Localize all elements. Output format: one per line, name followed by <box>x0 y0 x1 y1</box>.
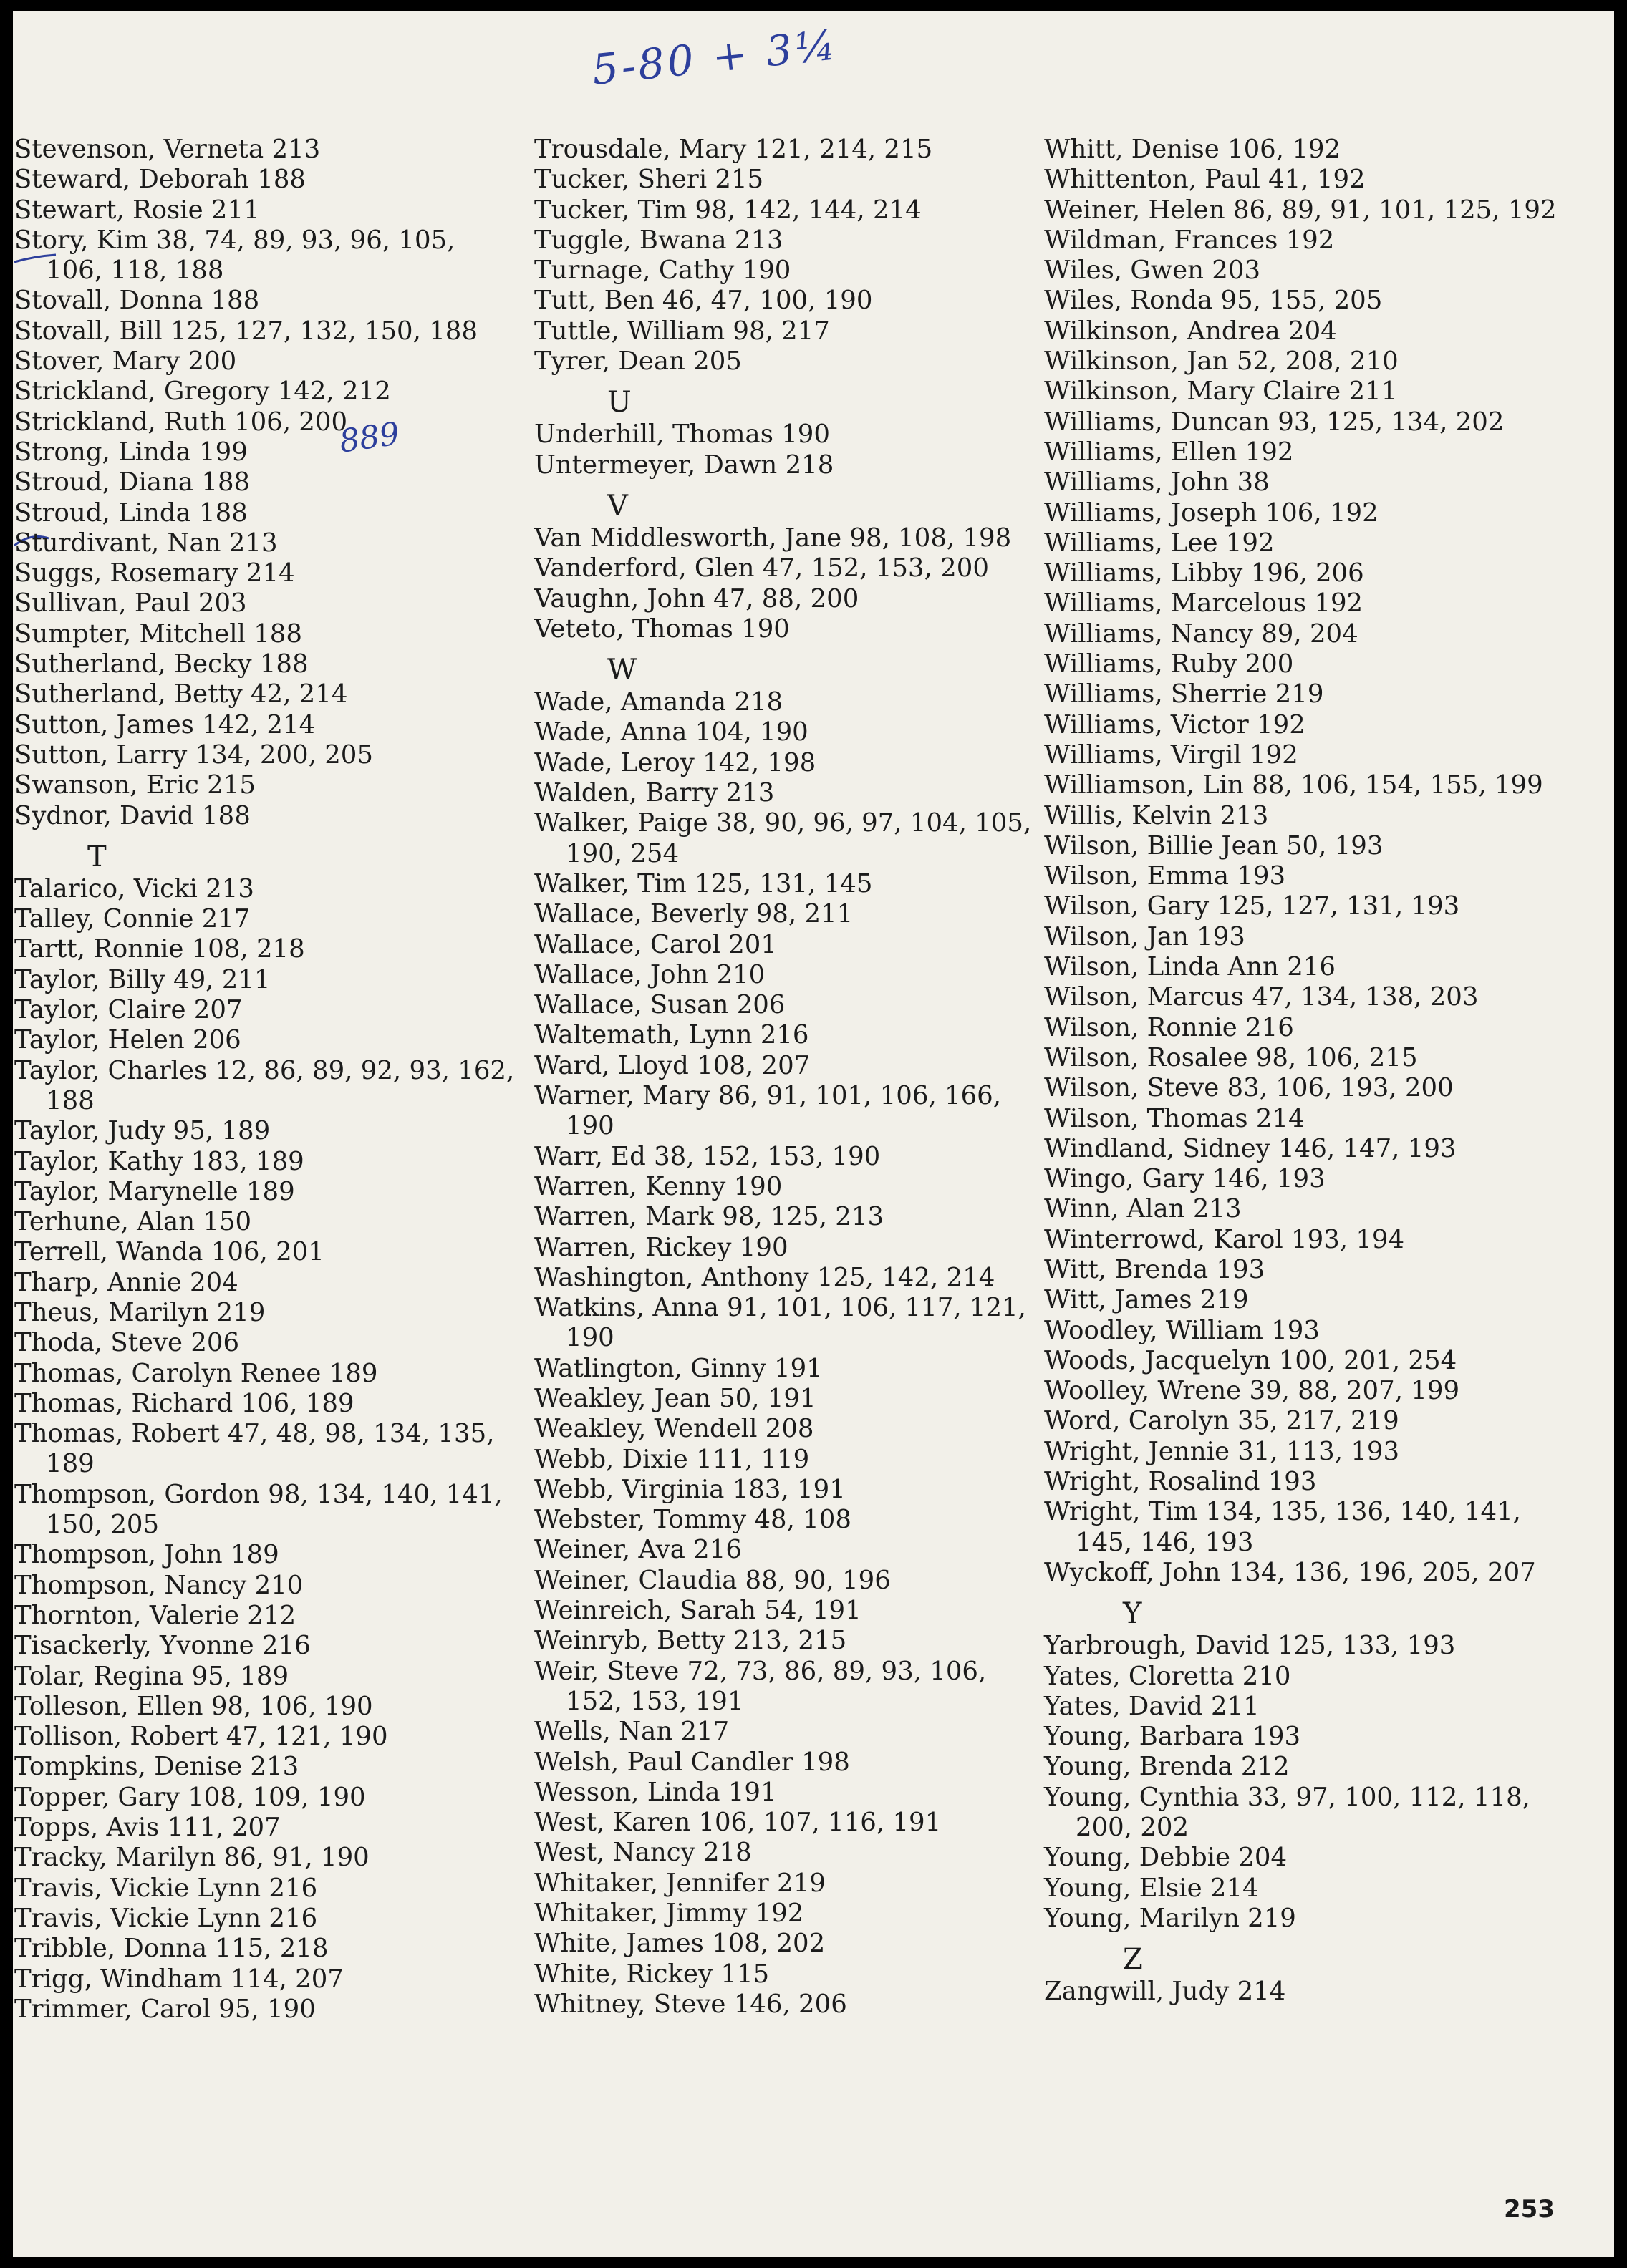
index-entry: Tuttle, William 98, 217 <box>534 316 830 346</box>
index-entry: Whittenton, Paul 41, 192 <box>1044 165 1366 195</box>
index-entry: Van Middlesworth, Jane 98, 108, 198 <box>534 523 1012 553</box>
index-entry: Stovall, Donna 188 <box>14 286 260 316</box>
index-entry: Veteto, Thomas 190 <box>534 614 790 644</box>
index-entry: Thompson, Gordon 98, 134, 140, 141, 150, 205 <box>14 1479 503 1540</box>
index-entry: Trigg, Windham 114, 207 <box>14 1964 344 1994</box>
index-entry: Weakley, Jean 50, 191 <box>534 1383 816 1413</box>
index-entry: Walden, Barry 213 <box>534 778 775 808</box>
index-entry: Witt, Brenda 193 <box>1044 1254 1265 1284</box>
index-entry: Sumpter, Mitchell 188 <box>14 619 302 649</box>
index-entry: Stroud, Diana 188 <box>14 467 251 498</box>
index-column-2 <box>534 135 1035 2020</box>
index-entry: Wingo, Gary 146, 193 <box>1044 1164 1326 1194</box>
index-entry: Tucker, Sheri 215 <box>534 165 764 195</box>
index-entry: Wyckoff, John 134, 136, 196, 205, 207 <box>1044 1557 1536 1587</box>
index-entry: Topper, Gary 108, 109, 190 <box>14 1782 366 1812</box>
index-entry: Warr, Ed 38, 152, 153, 190 <box>534 1141 881 1171</box>
index-entry: Warren, Mark 98, 125, 213 <box>534 1202 884 1232</box>
section-letter: T <box>87 840 107 873</box>
index-entry: Young, Debbie 204 <box>1044 1843 1288 1873</box>
index-entry: Weinreich, Sarah 54, 191 <box>534 1596 861 1626</box>
index-entry: Untermeyer, Dawn 218 <box>534 450 834 480</box>
index-entry: Travis, Vickie Lynn 216 <box>14 1903 318 1933</box>
index-entry: Woolley, Wrene 39, 88, 207, 199 <box>1044 1376 1460 1406</box>
index-entry: Wilson, Steve 83, 106, 193, 200 <box>1044 1073 1454 1103</box>
index-entry: Wright, Tim 134, 135, 136, 140, 141, 145, 146, 193 <box>1044 1497 1521 1557</box>
index-entry: Tollison, Robert 47, 121, 190 <box>14 1722 388 1752</box>
index-entry: Wright, Jennie 31, 113, 193 <box>1044 1436 1400 1466</box>
handwritten-margin-note: 889 <box>337 415 402 460</box>
index-entry: Welsh, Paul Candler 198 <box>534 1747 850 1777</box>
index-entry: Wade, Leroy 142, 198 <box>534 747 816 777</box>
index-entry: Woods, Jacquelyn 100, 201, 254 <box>1044 1345 1457 1375</box>
index-entry: Taylor, Claire 207 <box>14 995 243 1025</box>
index-entry: Wilson, Gary 125, 127, 131, 193 <box>1044 891 1460 921</box>
index-entry: Young, Barbara 193 <box>1044 1722 1301 1752</box>
index-entry: Taylor, Charles 12, 86, 89, 92, 93, 162, 188 <box>14 1055 515 1115</box>
index-entry: Vanderford, Glen 47, 152, 153, 200 <box>534 553 989 583</box>
index-entry: Wallace, Susan 206 <box>534 990 786 1020</box>
index-entry: Whitt, Denise 106, 192 <box>1044 135 1341 164</box>
index-entry: Trousdale, Mary 121, 214, 215 <box>534 135 933 164</box>
index-entry: Tutt, Ben 46, 47, 100, 190 <box>534 286 873 316</box>
index-entry: Sturdivant, Nan 213 <box>14 528 278 558</box>
index-entry: Weiner, Ava 216 <box>534 1535 742 1565</box>
section-letter: Y <box>1123 1597 1142 1631</box>
index-entry: Washington, Anthony 125, 142, 214 <box>534 1262 995 1292</box>
index-entry: Weir, Steve 72, 73, 86, 89, 93, 106, 152, 153, 191 <box>534 1656 987 1716</box>
index-entry: Tolar, Regina 95, 189 <box>14 1661 289 1691</box>
index-entry: Winterrowd, Karol 193, 194 <box>1044 1224 1405 1254</box>
page-number: 253 <box>1504 2195 1555 2224</box>
index-entry: Wilson, Linda Ann 216 <box>1044 952 1336 982</box>
index-entry: Williams, Lee 192 <box>1044 528 1275 558</box>
index-entry: Thompson, Nancy 210 <box>14 1570 304 1600</box>
index-entry: Wilkinson, Mary Claire 211 <box>1044 377 1398 407</box>
index-entry: Talley, Connie 217 <box>14 904 251 934</box>
index-entry: Thoda, Steve 206 <box>14 1328 240 1358</box>
index-entry: Wilson, Jan 193 <box>1044 921 1245 951</box>
index-entry: Sutton, Larry 134, 200, 205 <box>14 740 373 770</box>
index-entry: Theus, Marilyn 219 <box>14 1297 266 1327</box>
index-entry: Sutton, James 142, 214 <box>14 709 316 740</box>
index-entry: White, James 108, 202 <box>534 1929 826 1959</box>
index-entry: Terhune, Alan 150 <box>14 1207 252 1237</box>
section-letter: W <box>607 654 637 687</box>
index-entry: Woodley, William 193 <box>1044 1315 1320 1345</box>
index-entry: Talarico, Vicki 213 <box>14 873 254 903</box>
index-entry: Young, Marilyn 219 <box>1044 1903 1296 1933</box>
index-entry: Wilson, Ronnie 216 <box>1044 1012 1294 1042</box>
index-entry: Sydnor, David 188 <box>14 800 251 830</box>
index-entry: Wiles, Ronda 95, 155, 205 <box>1044 286 1383 316</box>
index-entry: Whitaker, Jimmy 192 <box>534 1899 804 1929</box>
index-entry: Sullivan, Paul 203 <box>14 588 247 619</box>
index-entry: Williams, Ellen 192 <box>1044 437 1294 467</box>
index-entry: West, Karen 106, 107, 116, 191 <box>534 1808 942 1838</box>
index-entry: Strickland, Ruth 106, 200 <box>14 407 348 437</box>
index-entry: Tompkins, Denise 213 <box>14 1752 299 1782</box>
index-entry: Walker, Tim 125, 131, 145 <box>534 868 873 898</box>
index-entry: Stroud, Linda 188 <box>14 498 248 528</box>
index-entry: Willis, Kelvin 213 <box>1044 800 1269 830</box>
index-entry: Webster, Tommy 48, 108 <box>534 1505 851 1535</box>
index-entry: Warner, Mary 86, 91, 101, 106, 166, 190 <box>534 1081 1002 1141</box>
index-entry: Weiner, Claudia 88, 90, 196 <box>534 1565 891 1595</box>
index-entry: Whitaker, Jennifer 219 <box>534 1868 826 1898</box>
index-entry: Wildman, Frances 192 <box>1044 225 1335 255</box>
index-column-3 <box>1044 135 1574 2007</box>
index-entry: Taylor, Marynelle 189 <box>14 1176 295 1206</box>
index-entry: Williams, Joseph 106, 192 <box>1044 498 1379 528</box>
index-entry: Warren, Rickey 190 <box>534 1232 788 1262</box>
index-entry: Wright, Rosalind 193 <box>1044 1467 1317 1497</box>
index-entry: Taylor, Billy 49, 211 <box>14 964 271 994</box>
index-entry: Wells, Nan 217 <box>534 1717 730 1747</box>
index-entry: Williams, Libby 196, 206 <box>1044 558 1364 588</box>
index-entry: Tuggle, Bwana 213 <box>534 225 783 255</box>
index-entry: Winn, Alan 213 <box>1044 1194 1242 1224</box>
index-entry: Stevenson, Verneta 213 <box>14 135 321 164</box>
index-entry: Waltemath, Lynn 216 <box>534 1020 809 1050</box>
index-entry: Williamson, Lin 88, 106, 154, 155, 199 <box>1044 770 1543 800</box>
index-entry: Thomas, Carolyn Renee 189 <box>14 1358 378 1388</box>
index-entry: Thompson, John 189 <box>14 1540 279 1570</box>
index-entry: Thomas, Robert 47, 48, 98, 134, 135, 189 <box>14 1419 495 1479</box>
index-entry: Young, Elsie 214 <box>1044 1873 1259 1903</box>
index-entry: Williams, Sherrie 219 <box>1044 679 1324 709</box>
index-entry: Wade, Amanda 218 <box>534 687 783 717</box>
index-column-1 <box>14 135 516 2025</box>
index-entry: Warren, Kenny 190 <box>534 1171 783 1201</box>
index-entry: Weakley, Wendell 208 <box>534 1414 814 1444</box>
index-entry: Wiles, Gwen 203 <box>1044 256 1261 286</box>
index-entry: Wilson, Emma 193 <box>1044 861 1286 891</box>
index-entry: Terrell, Wanda 106, 201 <box>14 1237 324 1267</box>
index-entry: Strickland, Gregory 142, 212 <box>14 377 391 407</box>
index-entry: Stewart, Rosie 211 <box>14 195 260 225</box>
index-entry: Suggs, Rosemary 214 <box>14 558 295 588</box>
section-letter: U <box>607 386 632 420</box>
index-entry: Tracky, Marilyn 86, 91, 190 <box>14 1843 370 1873</box>
index-entry: West, Nancy 218 <box>534 1838 752 1868</box>
index-entry: Windland, Sidney 146, 147, 193 <box>1044 1133 1457 1163</box>
index-entry: Swanson, Eric 215 <box>14 770 256 800</box>
index-entry: Strong, Linda 199 <box>14 437 248 467</box>
index-entry: Williams, Ruby 200 <box>1044 649 1294 679</box>
index-entry: Yates, Cloretta 210 <box>1044 1661 1291 1691</box>
index-entry: Stovall, Bill 125, 127, 132, 150, 188 <box>14 316 478 346</box>
index-entry: Weiner, Helen 86, 89, 91, 101, 125, 192 <box>1044 195 1557 225</box>
index-entry: Travis, Vickie Lynn 216 <box>14 1873 318 1903</box>
index-entry: Wallace, John 210 <box>534 959 766 989</box>
index-entry: Stover, Mary 200 <box>14 346 237 377</box>
index-entry: Trimmer, Carol 95, 190 <box>14 1994 316 2024</box>
index-entry: Thomas, Richard 106, 189 <box>14 1388 354 1418</box>
index-entry: Young, Cynthia 33, 97, 100, 112, 118, 200, 202 <box>1044 1782 1530 1843</box>
index-entry: Webb, Dixie 111, 119 <box>534 1444 810 1474</box>
index-entry: Young, Brenda 212 <box>1044 1752 1290 1782</box>
index-entry: Tyrer, Dean 205 <box>534 346 742 377</box>
index-entry: Yates, David 211 <box>1044 1691 1260 1721</box>
index-entry: Wesson, Linda 191 <box>534 1777 777 1807</box>
index-entry: Sutherland, Betty 42, 214 <box>14 679 348 709</box>
index-entry: Wilson, Billie Jean 50, 193 <box>1044 830 1384 861</box>
index-entry: Topps, Avis 111, 207 <box>14 1813 281 1843</box>
index-entry: Weinryb, Betty 213, 215 <box>534 1626 847 1656</box>
index-entry: Turnage, Cathy 190 <box>534 256 791 286</box>
index-entry: Sutherland, Becky 188 <box>14 649 309 679</box>
index-entry: Whitney, Steve 146, 206 <box>534 1989 847 2019</box>
index-entry: Wade, Anna 104, 190 <box>534 717 808 747</box>
index-entry: Wilkinson, Jan 52, 208, 210 <box>1044 346 1399 377</box>
index-entry: Word, Carolyn 35, 217, 219 <box>1044 1406 1399 1436</box>
index-entry: Williams, Virgil 192 <box>1044 740 1298 770</box>
index-entry: Tisackerly, Yvonne 216 <box>14 1631 311 1661</box>
index-entry: Story, Kim 38, 74, 89, 93, 96, 105, 106, 118, 188 <box>14 225 455 286</box>
handwritten-note: 5-80 + 3¼ <box>589 20 841 94</box>
index-page <box>13 11 1614 2257</box>
index-entry: Steward, Deborah 188 <box>14 165 306 195</box>
index-entry: Zangwill, Judy 214 <box>1044 1977 1286 2007</box>
index-entry: Williams, Victor 192 <box>1044 709 1305 740</box>
index-entry: Underhill, Thomas 190 <box>534 420 830 450</box>
index-entry: Wallace, Carol 201 <box>534 929 777 959</box>
index-entry: Wilson, Marcus 47, 134, 138, 203 <box>1044 982 1479 1012</box>
index-entry: Ward, Lloyd 108, 207 <box>534 1050 811 1080</box>
index-entry: Taylor, Judy 95, 189 <box>14 1116 271 1146</box>
index-entry: Witt, James 219 <box>1044 1285 1249 1315</box>
index-entry: Williams, Duncan 93, 125, 134, 202 <box>1044 407 1505 437</box>
index-entry: Webb, Virginia 183, 191 <box>534 1474 846 1504</box>
index-entry: Thornton, Valerie 212 <box>14 1600 296 1630</box>
index-entry: Williams, John 38 <box>1044 467 1270 498</box>
index-entry: Williams, Marcelous 192 <box>1044 588 1363 619</box>
index-entry: Tolleson, Ellen 98, 106, 190 <box>14 1691 373 1721</box>
section-letter: V <box>607 489 628 523</box>
index-entry: Taylor, Kathy 183, 189 <box>14 1146 304 1176</box>
index-entry: Wallace, Beverly 98, 211 <box>534 899 854 929</box>
index-entry: Tucker, Tim 98, 142, 144, 214 <box>534 195 922 225</box>
index-entry: Watlington, Ginny 191 <box>534 1353 823 1383</box>
index-entry: Vaughn, John 47, 88, 200 <box>534 583 859 614</box>
index-entry: Williams, Nancy 89, 204 <box>1044 619 1358 649</box>
section-letter: Z <box>1123 1943 1143 1977</box>
index-entry: Wilson, Thomas 214 <box>1044 1103 1305 1133</box>
index-entry: Taylor, Helen 206 <box>14 1025 241 1055</box>
index-entry: Tharp, Annie 204 <box>14 1267 238 1297</box>
index-entry: Tartt, Ronnie 108, 218 <box>14 934 305 964</box>
index-entry: Yarbrough, David 125, 133, 193 <box>1044 1631 1456 1661</box>
index-entry: Walker, Paige 38, 90, 96, 97, 104, 105, 190, 254 <box>534 808 1032 868</box>
index-entry: Wilkinson, Andrea 204 <box>1044 316 1337 346</box>
index-entry: Watkins, Anna 91, 101, 106, 117, 121, 190 <box>534 1293 1026 1353</box>
index-entry: White, Rickey 115 <box>534 1959 770 1989</box>
index-entry: Tribble, Donna 115, 218 <box>14 1934 329 1964</box>
index-entry: Wilson, Rosalee 98, 106, 215 <box>1044 1042 1418 1072</box>
